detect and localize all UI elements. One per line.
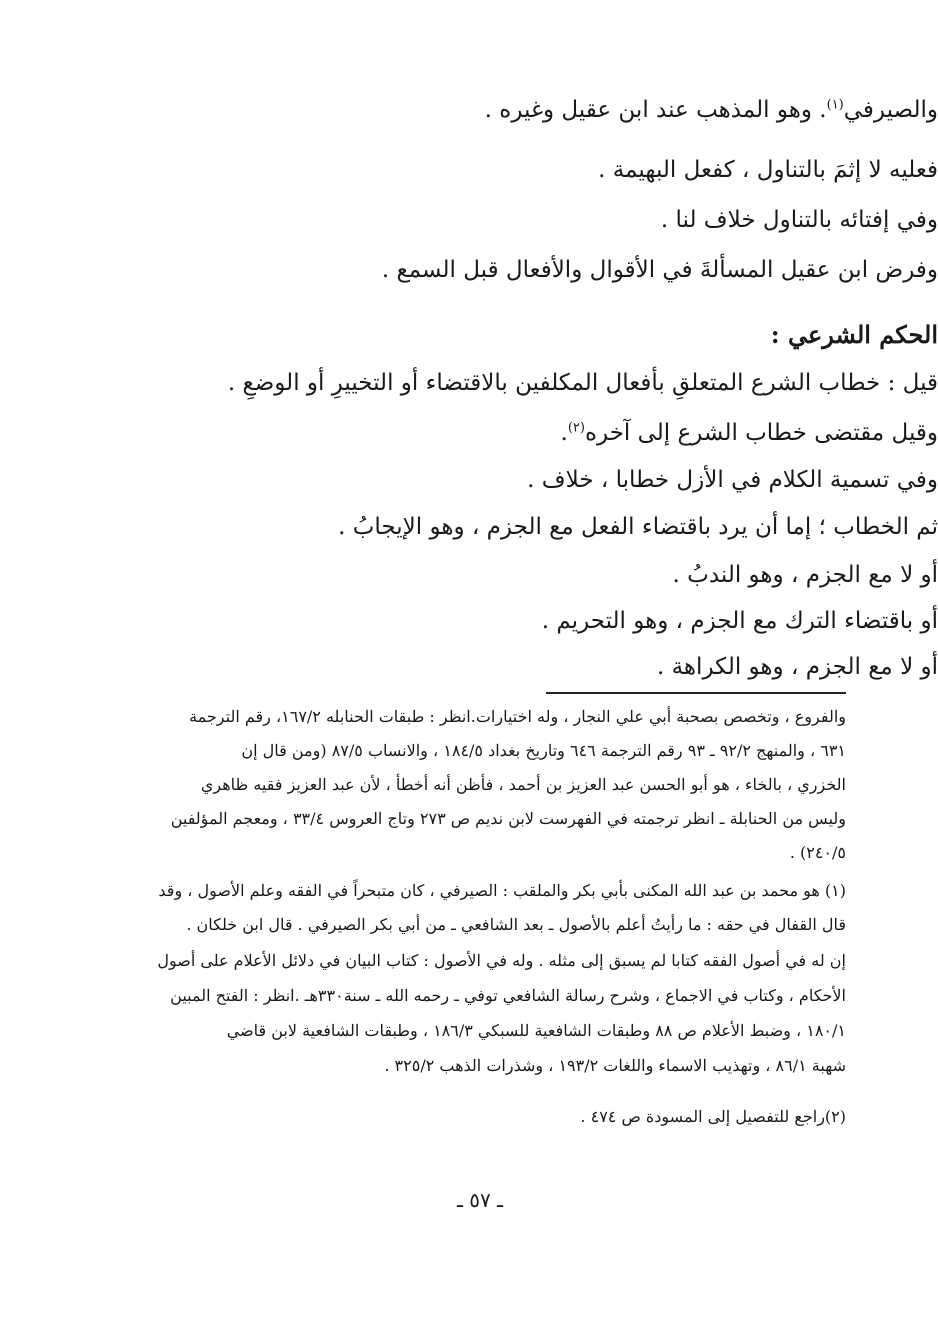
main-line-11: أو باقتضاء الترك مع الجزم ، وهو التحريم . (541, 608, 938, 634)
footnote-1-line-5: ١٨٠/١ ، وضبط الأعلام ص ٨٨ وطبقات الشافعية للسبكي ١٨٦/٣ ، وطبقات الشافعية لابن قاضي (226, 1021, 846, 1040)
footnote-1-line-1: (١) هو محمد بن عبد الله المكنى بأبي بكر والملقب : الصيرفي ، كان متبحراً في الفقه وعلم الأصول ، وقد (158, 881, 846, 900)
main-line-12: أو لا مع الجزم ، وهو الكراهة . (656, 654, 938, 680)
main-line-4: وفرض ابن عقيل المسألةَ في الأقوال والأفعال قبل السمع . (381, 257, 938, 283)
footnote-1-line-4: الأحكام ، وكتاب في الاجماع ، وشرح رسالة الشافعي توفي ـ رحمه الله ـ سنة٣٣٠هـ .انظر : الفتح المبين (170, 986, 846, 1005)
main-line-3: وفي إفتائه بالتناول خلاف لنا . (660, 207, 938, 233)
footnote-ref-1[interactable]: (١) (826, 97, 844, 113)
main-line-1 (178, 95, 938, 125)
main-line-1-after: . وهو المذهب عند ابن عقيل وغيره . (484, 97, 827, 123)
footnote-continuation-line-4: وليس من الحنابلة ـ انظر ترجمته في الفهرست لابن نديم ص ٢٧٣ وتاج العروس ٣٣/٤ ، ومعجم المؤلفين (170, 809, 846, 828)
main-line-8: وفي تسمية الكلام في الأزل خطابا ، خلاف . (527, 467, 938, 493)
main-line-6: قيل : خطاب الشرع المتعلقِ بأفعال المكلفين بالاقتضاء أو التخييرِ أو الوضعِ . (227, 370, 938, 396)
footnote-1-line-3: إن له في أصول الفقه كتابا لم يسبق إلى مثله . وله في الأصول : كتاب البيان في دلائل الأعلام على أصول (157, 951, 846, 970)
main-line-7-before: وقيل مقتضى خطاب الشرع إلى آخره (584, 420, 938, 446)
footnote-continuation-line-3: الخزري ، بالخاء ، هو أبو الحسن عبد العزيز بن أحمد ، فأظن أنه أخطأ ، لأن عبد العزيز فقيه ظاهري (200, 775, 846, 794)
footnote-ref-2[interactable]: (٢) (567, 420, 585, 436)
section-heading: الحكم الشرعي : (770, 320, 938, 349)
footnote-continuation-line-2: ٦٣١ ، والمنهج ٩٢/٢ ـ ٩٣ رقم الترجمة ٦٤٦ وتاريخ بغداد ١٨٤/٥ ، والانساب ٨٧/٥ (ومن قال إن (241, 741, 846, 760)
main-line-10: أو لا مع الجزم ، وهو الندبُ . (672, 562, 938, 588)
footnote-continuation-line-1: والفروع ، وتخصص بصحبة أبي علي النجار ، وله اختيارات.انظر : طبقات الحنابله ١٦٧/٢، رقم الترجمة (189, 707, 846, 726)
footnote-1-line-2: قال القفال في حقه : ما رأيتُ أعلم بالأصول ـ بعد الشافعي ـ من أبي بكر الصيرفي . قال ابن خلكان . (186, 915, 846, 934)
main-line-2: فعليه لا إثمَ بالتناول ، كفعل البهيمة . (598, 157, 938, 183)
page-number: ـ ٥٧ ـ (457, 1188, 503, 1212)
main-line-7-after: . (560, 420, 568, 446)
main-line-7 (178, 418, 938, 448)
footnote-2-line-1: (٢)راجع للتفصيل إلى المسودة ص ٤٧٤ . (580, 1107, 846, 1126)
main-line-1-before: والصيرفي (843, 97, 938, 123)
footnote-1-line-6: شهبة ٨٦/١ ، وتهذيب الاسماء واللغات ١٩٣/٢ ، وشذرات الذهب ٣٢٥/٢ . (384, 1056, 846, 1075)
footnote-separator (546, 692, 846, 694)
main-line-9: ثم الخطاب ؛ إما أن يرد باقتضاء الفعل مع الجزم ، وهو الإيجابُ . (338, 514, 938, 540)
footnote-continuation-line-5: ٢٤٠/٥) . (789, 843, 846, 862)
